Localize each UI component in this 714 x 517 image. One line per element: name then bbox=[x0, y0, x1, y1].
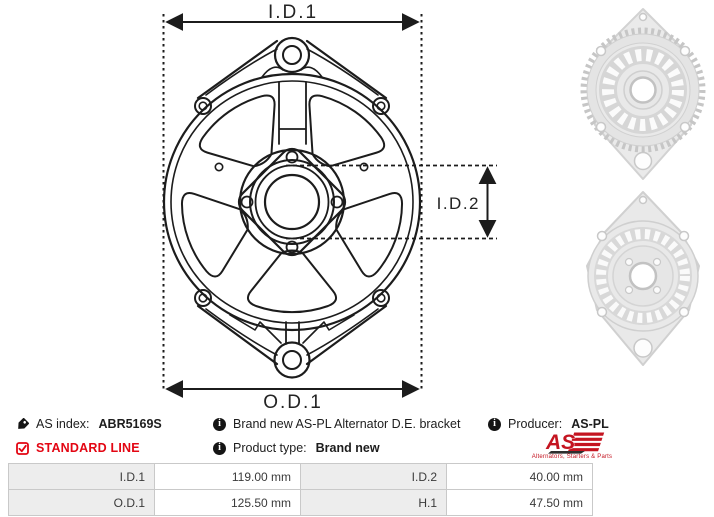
spec-param: I.D.2 bbox=[301, 464, 447, 490]
pin-holes bbox=[215, 163, 367, 170]
vent-cutouts bbox=[173, 86, 410, 312]
dim-label-id2: I.D.2 bbox=[436, 194, 480, 213]
spec-value: 119.00 mm bbox=[155, 464, 301, 490]
standard-line-row bbox=[16, 441, 140, 455]
description-row bbox=[213, 417, 460, 431]
bracket-outline bbox=[164, 38, 420, 378]
info-icon: i bbox=[488, 418, 501, 431]
dim-label-od1: O.D.1 bbox=[263, 392, 323, 413]
as-index-row bbox=[16, 417, 162, 431]
as-index-value: ABR5169S bbox=[98, 417, 162, 431]
table-row bbox=[9, 464, 593, 490]
tag-icon bbox=[16, 418, 29, 431]
product-description: Brand new AS-PL Alternator D.E. bracket bbox=[233, 417, 461, 431]
dim-label-id1: I.D.1 bbox=[267, 2, 319, 23]
checkbox-icon bbox=[16, 442, 29, 455]
spec-value: 40.00 mm bbox=[447, 464, 593, 490]
spec-param: H.1 bbox=[301, 490, 447, 516]
producer-value: AS-PL bbox=[571, 417, 609, 431]
top-mounting-hole bbox=[275, 38, 309, 72]
specs-table bbox=[8, 463, 593, 516]
info-icon: i bbox=[213, 418, 226, 431]
product-type-row bbox=[213, 441, 380, 455]
product-type-label: Product type: bbox=[233, 441, 307, 455]
as-logo-text: AS bbox=[546, 431, 576, 454]
table-row bbox=[9, 490, 593, 516]
hub-flange bbox=[234, 144, 350, 260]
standard-line-badge: STANDARD LINE bbox=[36, 441, 140, 455]
logo-caption: Alternators, Starters & Parts bbox=[531, 454, 613, 460]
spec-param: O.D.1 bbox=[9, 490, 155, 516]
producer-row bbox=[488, 417, 609, 431]
spec-value: 47.50 mm bbox=[447, 490, 593, 516]
producer-label: Producer: bbox=[508, 417, 563, 431]
as-logo-icon bbox=[537, 430, 609, 454]
spec-value: 125.50 mm bbox=[155, 490, 301, 516]
product-photo-back bbox=[572, 188, 714, 370]
bottom-mounting-hole bbox=[275, 343, 310, 378]
bearing-bore bbox=[240, 150, 344, 254]
spec-param: I.D.1 bbox=[9, 464, 155, 490]
product-photo-front bbox=[572, 6, 714, 182]
info-icon: i bbox=[213, 442, 226, 455]
product-type-value: Brand new bbox=[315, 441, 380, 455]
as-index-label: AS index: bbox=[36, 417, 90, 431]
